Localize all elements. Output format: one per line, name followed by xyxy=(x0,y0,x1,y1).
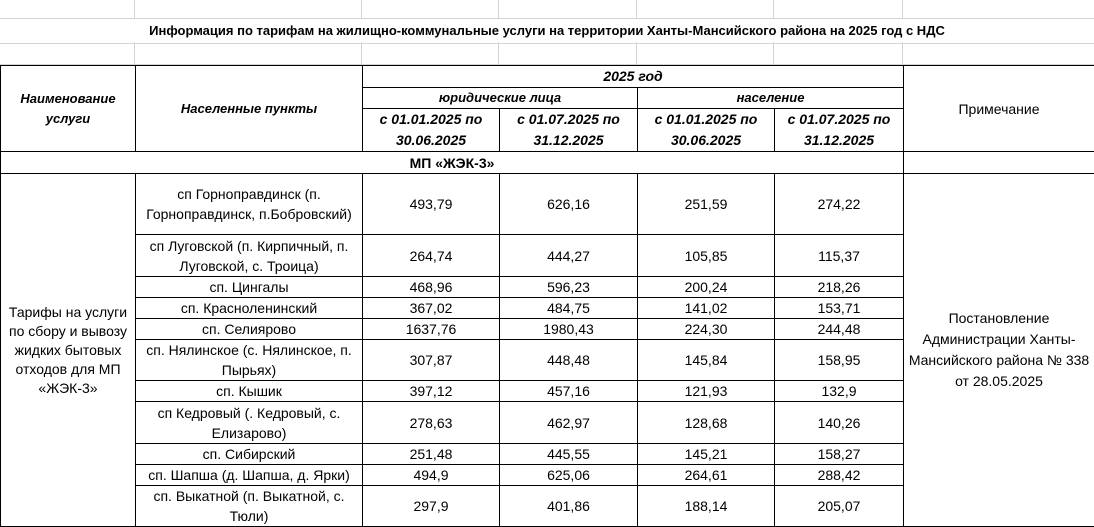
tariff-value-cell[interactable]: 251,59 xyxy=(638,174,775,235)
settlement-cell[interactable]: сп Кедровый (. Кедровый, с. Елизарово) xyxy=(136,402,363,444)
tariff-value-cell[interactable]: 297,9 xyxy=(363,486,500,527)
settlement-cell[interactable]: сп Луговской (п. Кирпичный, п. Луговской, с. Троица) xyxy=(136,235,363,277)
tariff-value-cell[interactable]: 278,63 xyxy=(363,402,500,444)
tariff-value-cell[interactable]: 468,96 xyxy=(363,277,500,298)
table-row xyxy=(1,174,1094,235)
tariff-value-cell[interactable]: 121,93 xyxy=(638,381,775,402)
tariff-value-cell[interactable]: 1637,76 xyxy=(363,319,500,340)
tariff-value-cell[interactable]: 158,27 xyxy=(775,444,904,465)
tariff-value-cell[interactable]: 218,26 xyxy=(775,277,904,298)
tariff-value-cell[interactable]: 274,22 xyxy=(775,174,904,235)
settlement-cell[interactable]: сп. Выкатной (п. Выкатной, с. Тюли) xyxy=(136,486,363,527)
note-cell[interactable]: Постановление Администрации Ханты-Мансийского района № 338 от 28.05.2025 xyxy=(904,174,1094,527)
header-pop-period-1[interactable]: с 01.01.2025 по 30.06.2025 xyxy=(638,109,775,152)
tariff-value-cell[interactable]: 494,9 xyxy=(363,465,500,486)
tariff-value-cell[interactable]: 444,27 xyxy=(500,235,638,277)
tariff-value-cell[interactable]: 457,16 xyxy=(500,381,638,402)
tariff-value-cell[interactable]: 288,42 xyxy=(775,465,904,486)
tariff-value-cell[interactable]: 145,21 xyxy=(638,444,775,465)
tariff-value-cell[interactable]: 445,55 xyxy=(500,444,638,465)
tariff-value-cell[interactable]: 625,06 xyxy=(500,465,638,486)
tariff-value-cell[interactable]: 397,12 xyxy=(363,381,500,402)
tariff-value-cell[interactable]: 188,14 xyxy=(638,486,775,527)
header-legal-period-1[interactable]: с 01.01.2025 по 30.06.2025 xyxy=(363,109,500,152)
tariff-value-cell[interactable]: 244,48 xyxy=(775,319,904,340)
tariff-value-cell[interactable]: 140,26 xyxy=(775,402,904,444)
tariff-value-cell[interactable]: 224,30 xyxy=(638,319,775,340)
settlement-cell[interactable]: сп. Красноленинский xyxy=(136,298,363,319)
tariff-value-cell[interactable]: 367,02 xyxy=(363,298,500,319)
tariff-value-cell[interactable]: 448,48 xyxy=(500,340,638,381)
group-row[interactable]: МП «ЖЭК-3» xyxy=(1,152,904,174)
sheet-title[interactable]: Информация по тарифам на жилищно-коммунальные услуги на территории Ханты-Мансийского района на 2025 год с НДС xyxy=(0,19,1094,42)
tariff-table xyxy=(0,65,1094,527)
header-service[interactable]: Наименование услуги xyxy=(1,66,136,152)
tariff-value-cell[interactable]: 596,23 xyxy=(500,277,638,298)
tariff-value-cell[interactable]: 1980,43 xyxy=(500,319,638,340)
tariff-value-cell[interactable]: 128,68 xyxy=(638,402,775,444)
service-name-cell[interactable]: Тарифы на услуги по сбору и вывозу жидких бытовых отходов для МП «ЖЭК-3» xyxy=(1,174,136,527)
header-legal-period-2[interactable]: с 01.07.2025 по 31.12.2025 xyxy=(500,109,638,152)
tariff-value-cell[interactable]: 145,84 xyxy=(638,340,775,381)
settlement-cell[interactable]: сп Горноправдинск (п. Горноправдинск, п.Бобровский) xyxy=(136,174,363,235)
header-pop-period-2[interactable]: с 01.07.2025 по 31.12.2025 xyxy=(775,109,904,152)
tariff-value-cell[interactable]: 153,71 xyxy=(775,298,904,319)
tariff-value-cell[interactable]: 626,16 xyxy=(500,174,638,235)
tariff-value-cell[interactable]: 484,75 xyxy=(500,298,638,319)
group-note-cell[interactable] xyxy=(904,152,1094,174)
tariff-value-cell[interactable]: 158,95 xyxy=(775,340,904,381)
settlement-cell[interactable]: сп. Нялинское (с. Нялинское, п. Пырьях) xyxy=(136,340,363,381)
tariff-value-cell[interactable]: 251,48 xyxy=(363,444,500,465)
settlement-cell[interactable]: сп. Сибирский xyxy=(136,444,363,465)
tariff-value-cell[interactable]: 401,86 xyxy=(500,486,638,527)
tariff-value-cell[interactable]: 264,61 xyxy=(638,465,775,486)
settlement-cell[interactable]: сп. Цингалы xyxy=(136,277,363,298)
tariff-value-cell[interactable]: 462,97 xyxy=(500,402,638,444)
tariff-value-cell[interactable]: 200,24 xyxy=(638,277,775,298)
header-population[interactable]: население xyxy=(638,88,904,109)
settlement-cell[interactable]: сп. Селиярово xyxy=(136,319,363,340)
header-note[interactable]: Примечание xyxy=(904,66,1094,152)
tariff-value-cell[interactable]: 141,02 xyxy=(638,298,775,319)
tariff-value-cell[interactable]: 115,37 xyxy=(775,235,904,277)
tariff-value-cell[interactable]: 307,87 xyxy=(363,340,500,381)
settlement-cell[interactable]: сп. Шапша (д. Шапша, д. Ярки) xyxy=(136,465,363,486)
settlement-cell[interactable]: сп. Кышик xyxy=(136,381,363,402)
header-year[interactable]: 2025 год xyxy=(363,66,904,88)
tariff-value-cell[interactable]: 264,74 xyxy=(363,235,500,277)
header-settlements[interactable]: Населенные пункты xyxy=(136,66,363,152)
tariff-value-cell[interactable]: 132,9 xyxy=(775,381,904,402)
tariff-value-cell[interactable]: 105,85 xyxy=(638,235,775,277)
header-legal[interactable]: юридические лица xyxy=(363,88,638,109)
tariff-value-cell[interactable]: 493,79 xyxy=(363,174,500,235)
tariff-value-cell[interactable]: 205,07 xyxy=(775,486,904,527)
